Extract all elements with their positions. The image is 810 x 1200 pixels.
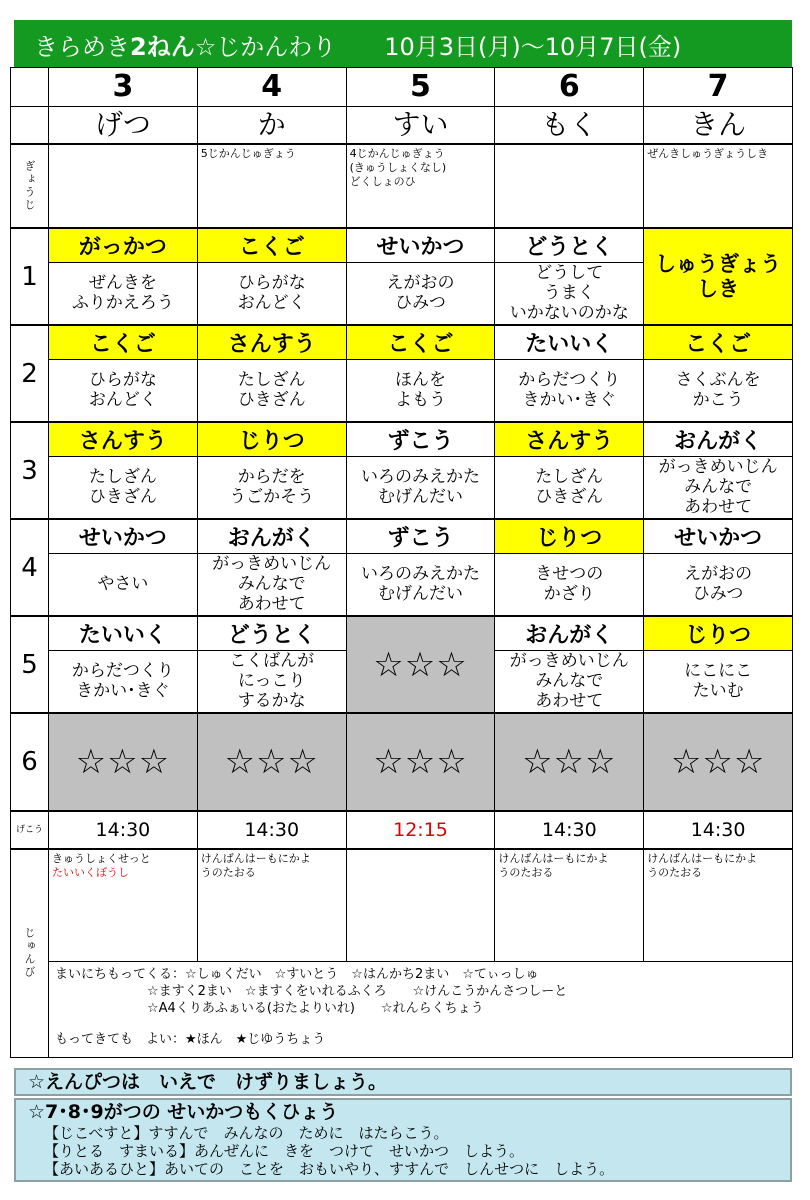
text-line: こくばんが [229, 651, 315, 672]
period-number: 6 [11, 713, 49, 811]
period-number: 2 [11, 325, 49, 422]
text-line: ひきざん [88, 487, 157, 508]
gekou-label [11, 811, 49, 849]
text-line: あわせて [684, 497, 753, 518]
subject-cell: こくご [644, 325, 793, 359]
content-cell [49, 359, 198, 422]
text-line: たいいくぼうし [52, 866, 129, 879]
content-cell [346, 456, 495, 519]
daily-items [49, 961, 793, 1057]
content-cell [644, 456, 793, 519]
content-cell [49, 553, 198, 616]
text-line: ひらがな [237, 273, 306, 294]
page-title: きらめき2ねん☆じかんわり [34, 32, 337, 61]
period-number: 5 [11, 616, 49, 713]
weekday: すい [346, 107, 495, 145]
text-line: どくしょのひ [349, 175, 416, 188]
content-cell [197, 359, 346, 422]
event-cell [346, 144, 495, 228]
schedule-header [14, 20, 792, 68]
text-line: ぜんきしゅうぎょうしき [647, 147, 769, 160]
subject-cell: どうとく [197, 616, 346, 650]
text-line: いろのみえかた [360, 467, 480, 488]
subject-cell: こくご [197, 228, 346, 262]
text-line: きかい･きぐ [522, 390, 617, 411]
day-number: 7 [644, 68, 793, 107]
text-line: ひらがな [88, 370, 157, 391]
junbi-label [11, 849, 49, 1057]
subject-cell: ずこう [346, 519, 495, 553]
event-cell [49, 144, 198, 228]
text-line: けんばんはーもにかよ [647, 852, 758, 865]
text-line: ほんを [394, 370, 446, 391]
text-line: いかないのかな [509, 303, 629, 324]
dismissal-time: 14:30 [495, 811, 644, 849]
text-line: ひきざん [535, 487, 604, 508]
content-cell [495, 456, 644, 519]
pencil-note: ☆えんぴつは いえで けずりましょう。 [14, 1068, 792, 1096]
prep-cell [346, 849, 495, 961]
weekday: きん [644, 107, 793, 145]
free-period-cell: ☆☆☆ [49, 713, 198, 811]
daily-line: まいにちもってくる：☆しゅくだい ☆すいとう ☆はんかち2まい ☆てぃっしゅ [55, 966, 539, 982]
free-period-cell: ☆☆☆ [346, 616, 495, 713]
dismissal-time: 14:30 [644, 811, 793, 849]
text-line: からだつくり [518, 370, 621, 391]
day-number: 4 [197, 68, 346, 107]
period-number: 1 [11, 228, 49, 325]
text-line: おんどく [237, 293, 306, 314]
day-number: 6 [495, 68, 644, 107]
content-cell [346, 262, 495, 325]
content-cell [49, 650, 198, 713]
prep-cell [644, 849, 793, 961]
subject-cell: さんすう [49, 422, 198, 456]
life-goals-heading: ☆7･8･9がつの せいかつもくひょう [28, 1101, 339, 1123]
text-line: あわせて [535, 691, 604, 712]
dismissal-time: 14:30 [49, 811, 198, 849]
text-line: うまく [543, 283, 595, 304]
period-number: 4 [11, 519, 49, 616]
text-line: きかい･きぐ [76, 681, 170, 702]
subject-cell: がっかつ [49, 228, 198, 262]
text-line: (きゅうしょくなし) [349, 161, 447, 174]
free-period-cell: ☆☆☆ [495, 713, 644, 811]
free-period-cell: ☆☆☆ [644, 713, 793, 811]
text-line: えがおの [684, 564, 753, 585]
content-cell [644, 553, 793, 616]
text-line: がっきめいじん [509, 651, 629, 672]
text-line: うごかそう [229, 487, 315, 508]
subject-cell: おんがく [495, 616, 644, 650]
junbi-text: じゅんび [23, 927, 36, 980]
free-period-cell: ☆☆☆ [346, 713, 495, 811]
text-line: がっきめいじん [658, 457, 778, 478]
text-line: からだを [237, 467, 306, 488]
text-line: たしざん [535, 467, 604, 488]
date-range: 10月3日(月)～10月7日(金) [384, 32, 682, 61]
period-number: 3 [11, 422, 49, 519]
text-line: ひみつ [692, 584, 744, 605]
corner-cell [11, 107, 49, 145]
life-goals-box [14, 1098, 792, 1182]
text-line: みんなで [684, 477, 753, 498]
content-cell [197, 650, 346, 713]
text-line: やさい [97, 574, 149, 595]
content-cell [495, 359, 644, 422]
text-line: けんばんはーもにかよ [200, 852, 311, 865]
text-line: たしざん [88, 467, 157, 488]
event-cell [495, 144, 644, 228]
text-line: みんなで [237, 574, 306, 595]
content-cell [49, 456, 198, 519]
text-line: たしざん [237, 370, 306, 391]
prep-cell [495, 849, 644, 961]
text-line: ふりかえろう [71, 293, 174, 314]
dismissal-time: 14:30 [197, 811, 346, 849]
content-cell [495, 650, 644, 713]
text-line: よもう [394, 390, 446, 411]
content-cell [197, 262, 346, 325]
dismissal-time: 12:15 [346, 811, 495, 849]
life-goal-line: 【りとる すまいる】あんぜんに きを つけて せいかつ しよう。 [44, 1142, 525, 1160]
text-line: ぜんきを [88, 273, 157, 294]
text-line: かこう [692, 390, 744, 411]
gekou-text: げこう [15, 824, 43, 835]
content-cell [346, 359, 495, 422]
day-number: 5 [346, 68, 495, 107]
text-line: むげんだい [377, 487, 463, 508]
text-line: たいむ [692, 681, 744, 702]
text-line: きゅうしょくせっと [52, 852, 151, 865]
subject-cell: さんすう [197, 325, 346, 359]
prep-cell [49, 849, 198, 961]
gyouji-text: ぎょうじ [23, 160, 36, 212]
text-line: にっこり [237, 671, 306, 692]
subject-cell: じりつ [197, 422, 346, 456]
text-line: むげんだい [377, 584, 463, 605]
content-cell [644, 650, 793, 713]
text-line: しき [697, 276, 740, 301]
text-line: きせつの [535, 564, 604, 585]
subject-cell: おんがく [197, 519, 346, 553]
text-line: さくぶんを [675, 370, 761, 391]
text-line: がっきめいじん [212, 554, 332, 575]
text-line: どうして [535, 263, 604, 284]
text-line: いろのみえかた [360, 564, 480, 585]
content-cell [644, 359, 793, 422]
weekday: もく [495, 107, 644, 145]
subject-cell: せいかつ [644, 519, 793, 553]
free-period-cell: ☆☆☆ [197, 713, 346, 811]
subject-cell: たいいく [49, 616, 198, 650]
content-cell [197, 456, 346, 519]
day-number: 3 [49, 68, 198, 107]
text-line: しゅうぎょう [655, 251, 782, 276]
text-line: ひきざん [237, 390, 306, 411]
subject-cell: せいかつ [49, 519, 198, 553]
subject-cell: じりつ [495, 519, 644, 553]
text-line: 4じかんじゅぎょう [349, 147, 445, 160]
event-cell [644, 144, 793, 228]
text-line: するかな [237, 691, 306, 712]
daily-line: ☆ますく2まい ☆ますくをいれるふくろ ☆けんこうかんさつしーと [147, 983, 568, 999]
subject-cell: こくご [49, 325, 198, 359]
content-cell [346, 553, 495, 616]
content-cell [495, 553, 644, 616]
text-line: えがおの [386, 273, 455, 294]
text-line: おんどく [88, 390, 157, 411]
text-line: あわせて [237, 594, 306, 615]
subject-cell: さんすう [495, 422, 644, 456]
gyouji-label [11, 144, 49, 228]
corner-cell [11, 68, 49, 107]
text-line: かざり [543, 584, 595, 605]
subject-cell: じりつ [644, 616, 793, 650]
text-line: みんなで [535, 671, 604, 692]
subject-cell: こくご [346, 325, 495, 359]
text-line: からだつくり [71, 661, 174, 682]
content-cell [197, 553, 346, 616]
weekday: げつ [49, 107, 198, 145]
subject-cell: どうとく [495, 228, 644, 262]
text-line: けんばんはーもにかよ [498, 852, 609, 865]
daily-line: ☆A4くりあふぁいる(おたよりいれ) ☆れんらくちょう [147, 1000, 484, 1016]
event-cell [197, 144, 346, 228]
text-line: うのたおる [647, 866, 703, 879]
subject-cell: おんがく [644, 422, 793, 456]
subject-cell: ずこう [346, 422, 495, 456]
life-goal-line: 【あいあるひと】あいての ことを おもいやり、すすんで しんせつに しよう。 [44, 1160, 615, 1178]
prep-cell [197, 849, 346, 961]
text-line: うのたおる [498, 866, 554, 879]
text-line: にこにこ [684, 661, 753, 682]
subject-cell: せいかつ [346, 228, 495, 262]
text-line: ひみつ [395, 293, 446, 314]
content-cell [49, 262, 198, 325]
text-line: うのたおる [200, 866, 256, 879]
life-goal-line: 【じこべすと】すすんで みんなの ために はたらこう。 [44, 1124, 449, 1142]
optional-line: もってきても よい：★ほん ★じゆうちょう [55, 1031, 326, 1047]
text-line: 5じかんじゅぎょう [200, 147, 296, 160]
subject-cell [644, 228, 793, 325]
timetable [10, 67, 793, 1058]
subject-cell: たいいく [495, 325, 644, 359]
content-cell [495, 262, 644, 325]
weekday: か [197, 107, 346, 145]
